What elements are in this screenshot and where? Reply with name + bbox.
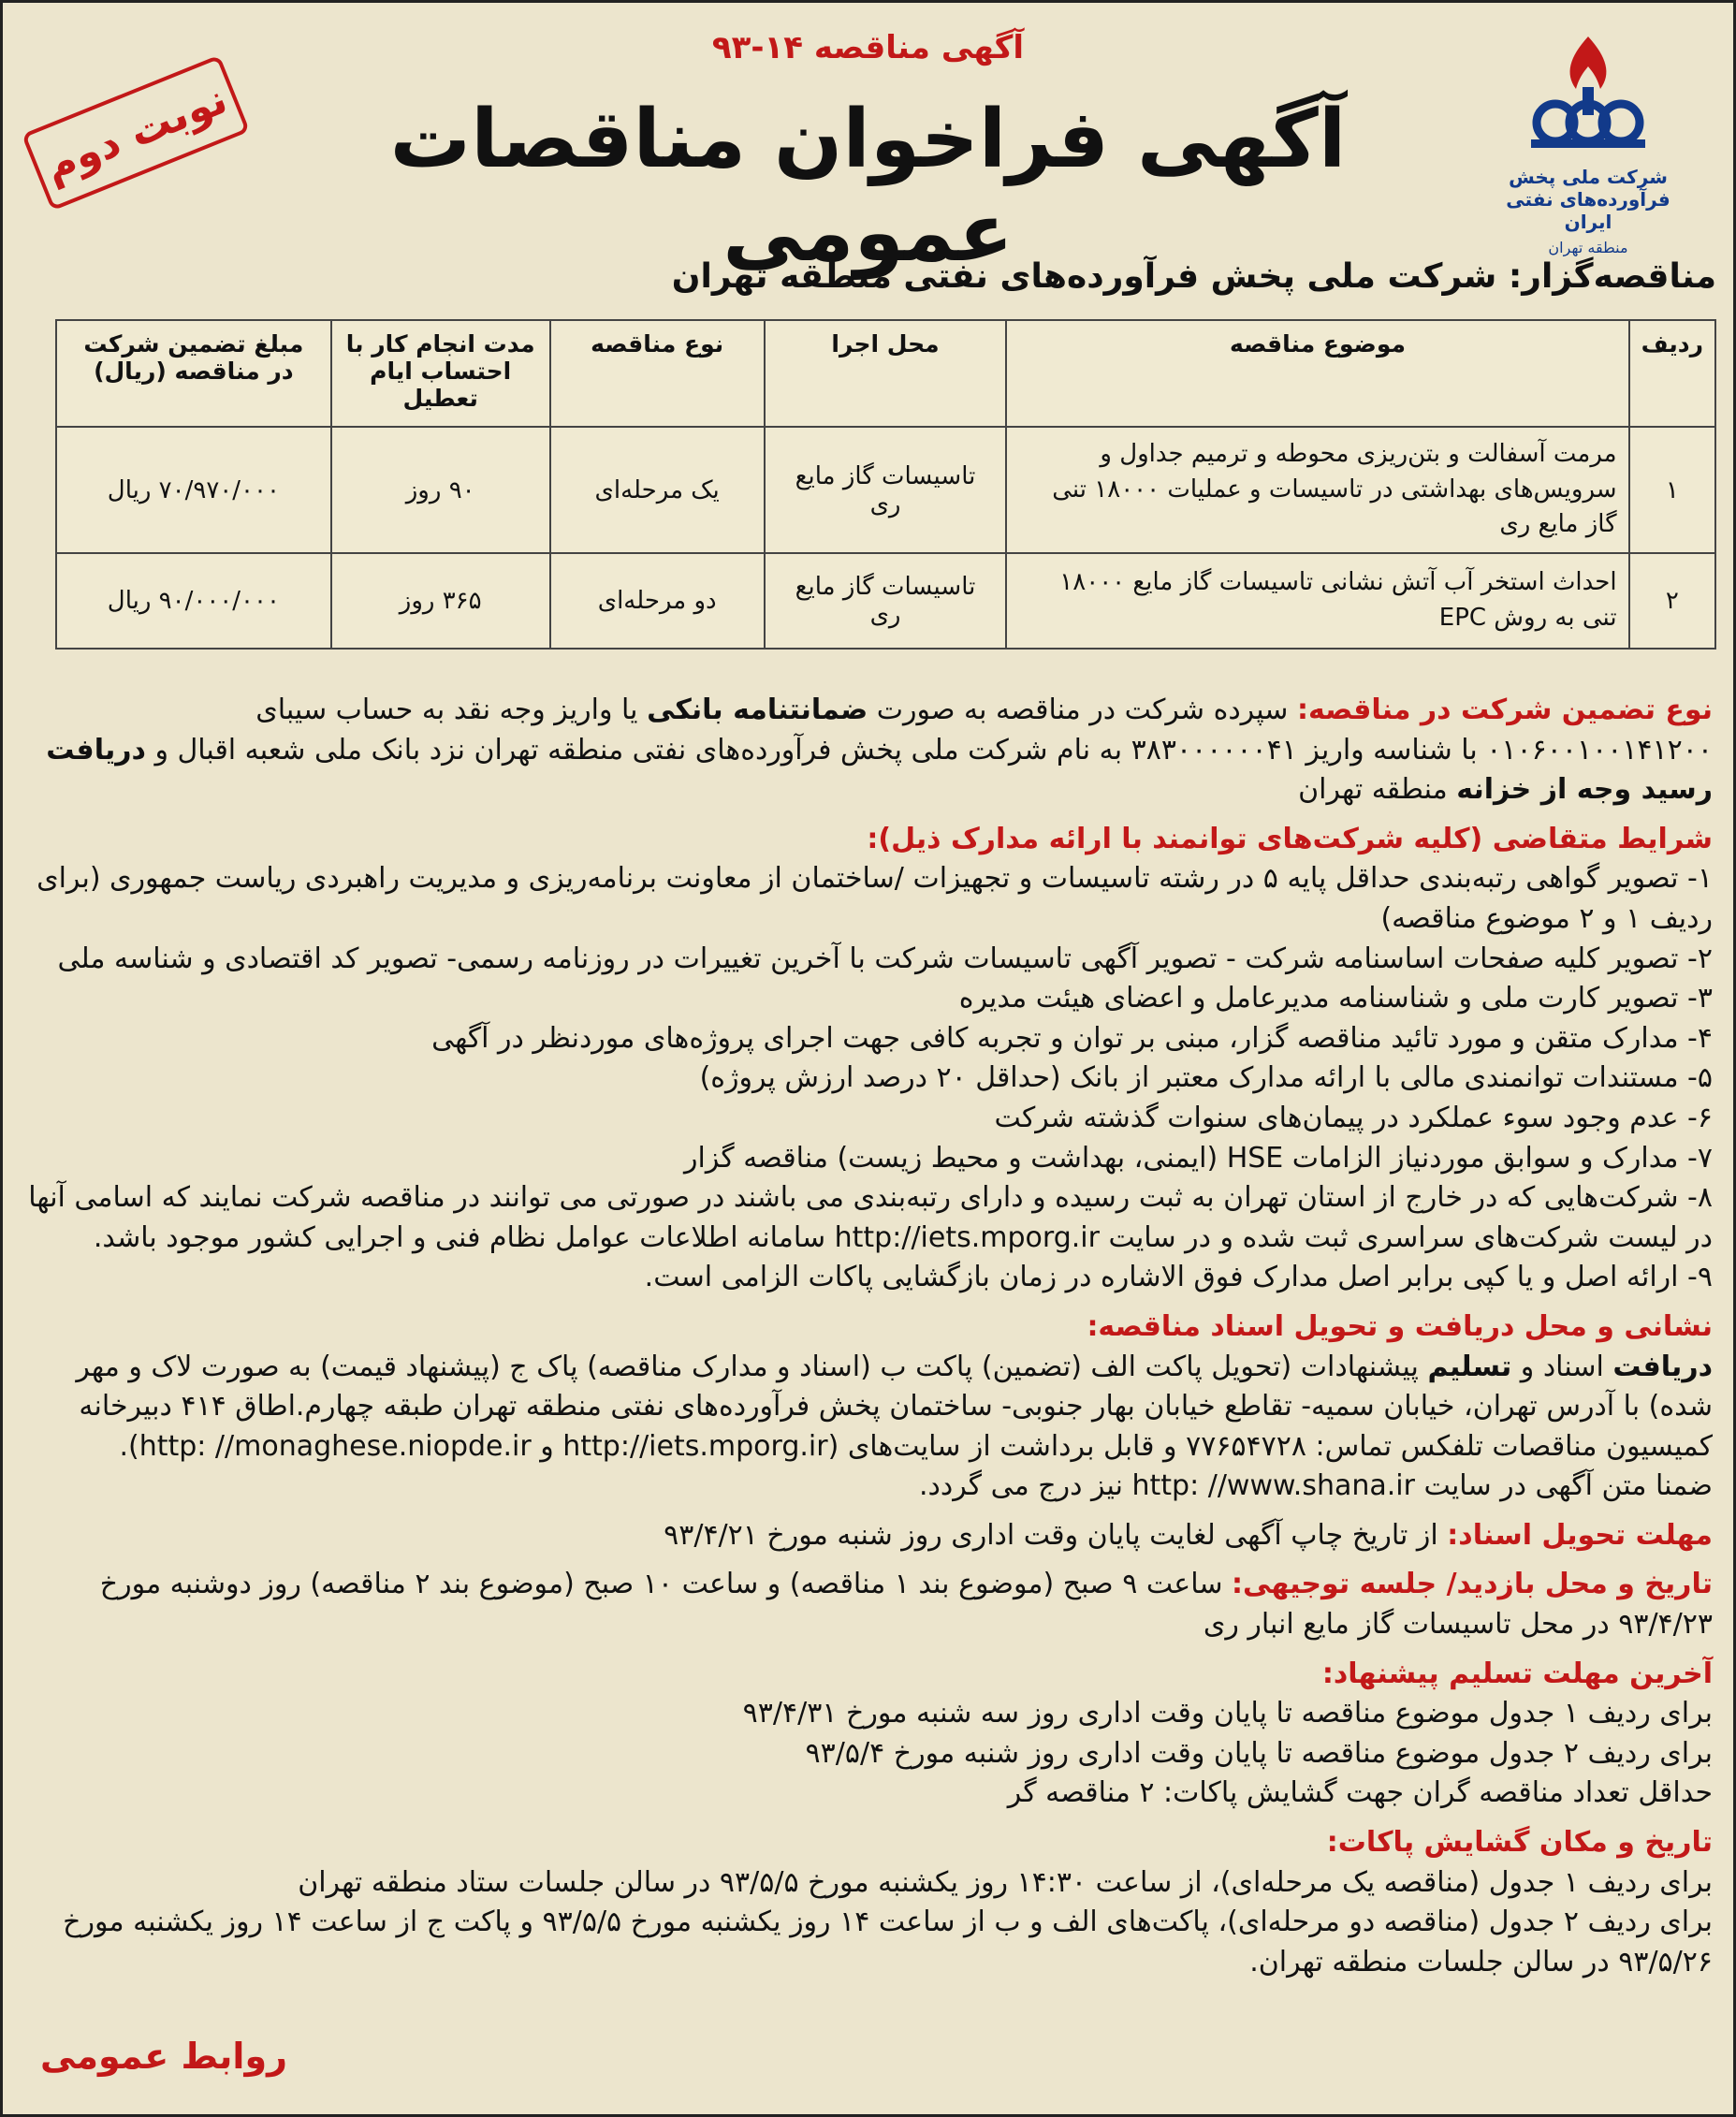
- address-paragraph: [23, 1348, 1713, 1467]
- header-type: نوع مناقصه: [550, 320, 765, 427]
- condition-item: ۷- مدارک و سوابق موردنیاز الزامات HSE (ایمنی، بهداشت و محیط زیست) مناقصه گزار: [684, 1141, 1713, 1175]
- header-duration: مدت انجام کار با احتساب ایام تعطیل: [331, 320, 550, 427]
- address-heading: نشانی و محل دریافت و تحویل اسناد مناقصه:: [1087, 1309, 1713, 1343]
- condition-item: ۲- تصویر کلیه صفحات اساسنامه شرکت - تصویر آگهی تاسیسات شرکت با آخرین تغییرات در روزنامه رسمی- تصویر کد اقتصادی و شناسه ملی: [57, 942, 1713, 975]
- logo-region: منطقه تهران: [1548, 239, 1628, 256]
- submission-heading: آخرین مهلت تسلیم پیشنهاد:: [1321, 1657, 1713, 1690]
- condition-item: ۹- ارائه اصل و یا کپی برابر اصل مدارک فوق الاشاره در زمان بازگشایی پاکات الزامی است.: [644, 1261, 1713, 1294]
- header-subject: موضوع مناقصه: [1006, 320, 1628, 427]
- cell-type: یک مرحله‌ای: [550, 427, 765, 553]
- second-round-stamp: نوبت دوم: [22, 54, 250, 211]
- cell-subject: مرمت آسفالت و بتن‌ریزی محوطه و ترمیم جداول و سرویس‌های بهداشتی در تاسیسات و عملیات ۱۸۰۰۰ تنی گاز مایع ری: [1006, 427, 1628, 553]
- submission-line: برای ردیف ۲ جدول موضوع مناقصه تا پایان وقت اداری روز شنبه مورخ ۹۳/۵/۴: [805, 1736, 1713, 1770]
- table-row: [56, 553, 1715, 649]
- cell-subject: احداث استخر آب آتش نشانی تاسیسات گاز مایع ۱۸۰۰۰ تنی به روش EPC: [1006, 553, 1628, 649]
- tender-table: [55, 319, 1716, 650]
- condition-item: ۸- شرکت‌هایی که در خارج از استان تهران به ثبت رسیده و دارای رتبه‌بندی می باشند در صورتی می توانند در مناقصه شرکت نمایند که اسامی آنها در لیست شرکت‌های سراسری ثبت شده و در سایت http://iets.mporg.ir سامانه اطلاعات عوامل نظام فنی و اجرایی کشور موجود باشد.: [28, 1181, 1713, 1254]
- cell-location: تاسیسات گاز مایع ری: [765, 553, 1007, 649]
- submission-line: حداقل تعداد مناقصه گران جهت گشایش پاکات: ۲ مناقصه گر: [1007, 1776, 1713, 1810]
- header-row-number: ردیف: [1629, 320, 1715, 427]
- condition-item: ۶- عدم وجود سوء عملکرد در پیمان‌های سنوات گذشته شرکت: [994, 1101, 1713, 1134]
- opening-line: برای ردیف ۲ جدول (مناقصه دو مرحله‌ای)، پاکت‌های الف و ب از ساعت ۱۴ روز یکشنبه مورخ ۹۳/۵/۵ و پاکت ج از ساعت ۱۴ روز یکشنبه مورخ ۹۳/۵/۲۶ در سالن جلسات منطقه تهران.: [63, 1905, 1713, 1978]
- conditions-heading: شرایط متقاضی (کلیه شرکت‌های توانمند با ارائه مدارک ذیل):: [867, 822, 1713, 855]
- guarantee-text-2: یا واریز وجه نقد به حساب سیبای ۰۱۰۶۰۰۱۰۰۱۴۱۲۰۰ با شناسه واریز ۳۸۳۰۰۰۰۰۰۴۱ به نام شرکت ملی پخش فرآورده‌های نفتی منطقه تهران نزد بانک ملی شعبه اقبال و: [145, 694, 1713, 766]
- opening-heading: تاریخ و مکان گشایش پاکات:: [1326, 1826, 1713, 1860]
- notice-body: [23, 691, 1713, 1982]
- cell-row-number: ۱: [1629, 427, 1715, 553]
- delivery-deadline-heading: مهلت تحویل اسناد:: [1447, 1518, 1713, 1552]
- guarantee-heading: نوع تضمین شرکت در مناقصه:: [1296, 694, 1713, 726]
- header-guarantee: مبلغ تضمین شرکت در مناقصه (ریال): [56, 320, 331, 427]
- cell-guarantee: ۹۰/۰۰۰/۰۰۰ ریال: [56, 553, 331, 649]
- cell-type: دو مرحله‌ای: [550, 553, 765, 649]
- address-text-a: اسناد و: [1511, 1350, 1613, 1383]
- cell-location: تاسیسات گاز مایع ری: [765, 427, 1007, 553]
- header-location: محل اجرا: [765, 320, 1007, 427]
- ad-number: آگهی مناقصه ۱۴-۹۳: [711, 29, 1025, 66]
- address-bold-receive: دریافت: [1612, 1350, 1713, 1383]
- public-relations-signature: روابط عمومی: [40, 2036, 287, 2077]
- visit-paragraph: [23, 1565, 1713, 1644]
- organizer: مناقصه‌گزار: شرکت ملی پخش فرآورده‌های نفتی منطقه تهران: [671, 257, 1716, 296]
- condition-item: ۵- مستندات توانمندی مالی با ارائه مدارک معتبر از بانک (حداقل ۲۰ درصد ارزش پروژه): [699, 1061, 1713, 1095]
- cell-row-number: ۲: [1629, 553, 1715, 649]
- guarantee-bold-1: ضمانتنامه بانکی: [647, 694, 868, 726]
- notice-title: آگهی فراخوان مناقصات عمومی: [389, 93, 1347, 280]
- guarantee-text-3: منطقه تهران: [1298, 773, 1457, 807]
- company-logo: [1481, 29, 1696, 256]
- visit-text: ساعت ۹ صبح (موضوع بند ۱ مناقصه) و ساعت ۱۰ صبح (موضوع بند ۲ مناقصه) روز دوشنبه مورخ ۹۳/۴/۲۳ در محل تاسیسات گاز مایع انبار ری: [99, 1568, 1713, 1642]
- table-header-row: [56, 320, 1715, 427]
- address-bold-deliver: تسلیم: [1427, 1350, 1512, 1383]
- guarantee-text-1: سپرده شرکت در مناقصه به صورت: [868, 694, 1297, 726]
- table-row: [56, 427, 1715, 553]
- visit-heading: تاریخ و محل بازدید/ جلسه توجیهی:: [1232, 1568, 1713, 1601]
- condition-item: ۳- تصویر کارت ملی و شناسنامه مدیرعامل و اعضای هیئت مدیره: [958, 982, 1713, 1015]
- delivery-deadline-text: از تاریخ چاپ آگهی لغایت پایان وقت اداری روز شنبه مورخ ۹۳/۴/۲۱: [664, 1518, 1448, 1552]
- cell-duration: ۹۰ روز: [331, 427, 550, 553]
- submission-line: برای ردیف ۱ جدول موضوع مناقصه تا پایان وقت اداری روز سه شنبه مورخ ۹۳/۴/۳۱: [742, 1697, 1713, 1730]
- opening-line: برای ردیف ۱ جدول (مناقصه یک مرحله‌ای)، از ساعت ۱۴:۳۰ روز یکشنبه مورخ ۹۳/۵/۵ در سالن جلسات ستاد منطقه تهران: [298, 1865, 1713, 1899]
- niopdc-flame-logo-icon: [1518, 29, 1658, 160]
- shana-line: ضمنا متن آگهی در سایت http: //www.shana.ir نیز درج می گردد.: [919, 1469, 1713, 1503]
- address-text-b: پیشنهادات (تحویل پاکت الف (تضمین) پاکت ب (اسناد و مدارک مناقصه) پاک ج (پیشنهاد قیمت) به صورت لاک و مهر شده) با آدرس تهران، خیابان سمیه- تقاطع خیابان بهار جنوبی- ساختمان پخش فرآورده‌های نفتی منطقه تهران طبقه چهارم.اطاق ۴۱۴ دبیرخانه کمیسیون مناقصات تلفکس تماس: ۷۷۶۵۴۷۲۸ و قابل برداشت از سایت‌های (http://iets.mporg.ir و http: //monaghese.niopde.ir).: [76, 1350, 1713, 1463]
- cell-duration: ۳۶۵ روز: [331, 553, 550, 649]
- condition-item: ۴- مدارک متقن و مورد تائید مناقصه گزار، مبنی بر توان و تجربه کافی جهت اجرای پروژه‌های موردنظر در آگهی: [431, 1021, 1713, 1055]
- guarantee-bold-2: دریافت رسید وجه از خزانه: [46, 733, 1713, 807]
- cell-guarantee: ۷۰/۹۷۰/۰۰۰ ریال: [56, 427, 331, 553]
- logo-company-name: شرکت ملی پخش فرآورده‌های نفتی ایران: [1506, 166, 1670, 233]
- delivery-deadline: [23, 1516, 1713, 1556]
- guarantee-paragraph: [23, 691, 1713, 810]
- condition-item: ۱- تصویر گواهی رتبه‌بندی حداقل پایه ۵ در رشته تاسیسات و تجهیزات /ساختمان از معاونت برنامه‌ریزی و مدیریت راهبردی ریاست جمهوری (برای ردیف ۱ و ۲ موضوع مناقصه): [36, 862, 1713, 935]
